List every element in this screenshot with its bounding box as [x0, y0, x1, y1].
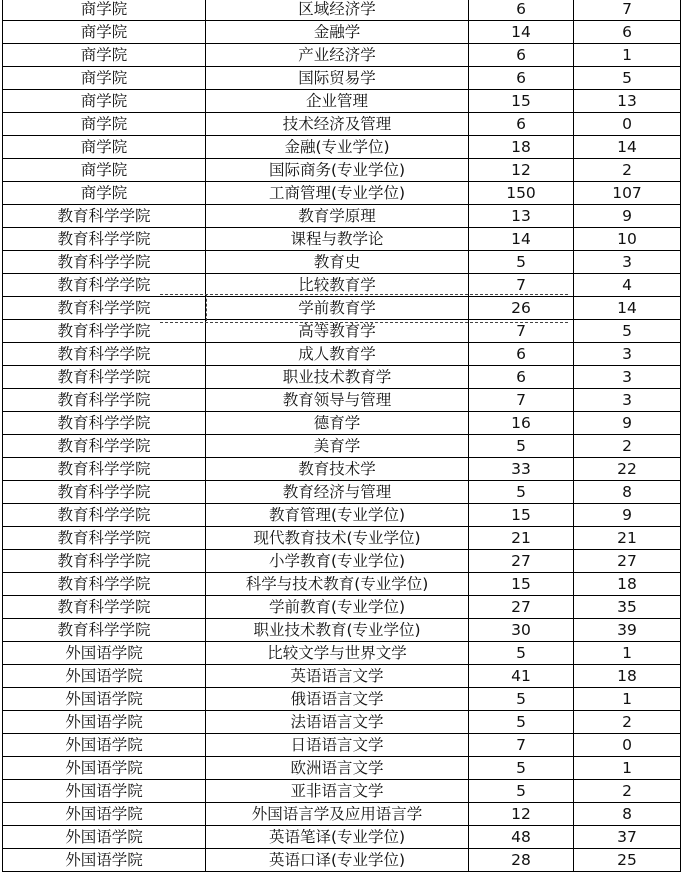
plan-count-cell: 5 — [469, 642, 574, 665]
college-cell: 商学院 — [3, 44, 206, 67]
actual-count-cell: 9 — [574, 504, 681, 527]
major-cell: 学前教育学 — [206, 297, 469, 320]
college-cell: 商学院 — [3, 182, 206, 205]
actual-count-cell: 3 — [574, 343, 681, 366]
actual-count-cell: 7 — [574, 0, 681, 21]
college-cell: 外国语学院 — [3, 780, 206, 803]
plan-count-cell: 28 — [469, 849, 574, 872]
plan-count-cell: 6 — [469, 366, 574, 389]
plan-count-cell: 6 — [469, 0, 574, 21]
table-row — [3, 573, 681, 596]
college-cell: 教育科学学院 — [3, 596, 206, 619]
table-row — [3, 596, 681, 619]
actual-count-cell: 3 — [574, 251, 681, 274]
actual-count-cell: 25 — [574, 849, 681, 872]
college-cell: 教育科学学院 — [3, 228, 206, 251]
college-cell: 外国语学院 — [3, 711, 206, 734]
college-cell: 教育科学学院 — [3, 251, 206, 274]
actual-count-cell: 8 — [574, 803, 681, 826]
major-cell: 欧洲语言文学 — [206, 757, 469, 780]
table-row — [3, 412, 681, 435]
actual-count-cell: 18 — [574, 665, 681, 688]
college-cell: 教育科学学院 — [3, 412, 206, 435]
major-cell: 教育技术学 — [206, 458, 469, 481]
actual-count-cell: 6 — [574, 21, 681, 44]
table-row — [3, 159, 681, 182]
major-cell: 高等教育学 — [206, 320, 469, 343]
major-cell: 国际贸易学 — [206, 67, 469, 90]
plan-count-cell: 6 — [469, 44, 574, 67]
college-cell: 商学院 — [3, 90, 206, 113]
table-row — [3, 458, 681, 481]
table-row — [3, 435, 681, 458]
major-cell: 金融(专业学位) — [206, 136, 469, 159]
college-cell: 商学院 — [3, 136, 206, 159]
college-cell: 外国语学院 — [3, 665, 206, 688]
plan-count-cell: 13 — [469, 205, 574, 228]
actual-count-cell: 39 — [574, 619, 681, 642]
actual-count-cell: 22 — [574, 458, 681, 481]
plan-count-cell: 5 — [469, 711, 574, 734]
college-cell: 外国语学院 — [3, 642, 206, 665]
actual-count-cell: 5 — [574, 320, 681, 343]
major-cell: 成人教育学 — [206, 343, 469, 366]
major-cell: 比较文学与世界文学 — [206, 642, 469, 665]
plan-count-cell: 5 — [469, 688, 574, 711]
actual-count-cell: 14 — [574, 297, 681, 320]
plan-count-cell: 15 — [469, 573, 574, 596]
major-cell: 德育学 — [206, 412, 469, 435]
major-cell: 日语语言文学 — [206, 734, 469, 757]
college-cell: 商学院 — [3, 159, 206, 182]
actual-count-cell: 5 — [574, 67, 681, 90]
plan-count-cell: 12 — [469, 803, 574, 826]
actual-count-cell: 9 — [574, 205, 681, 228]
table-row — [3, 113, 681, 136]
table-row — [3, 205, 681, 228]
actual-count-cell: 2 — [574, 159, 681, 182]
college-cell: 教育科学学院 — [3, 573, 206, 596]
plan-count-cell: 14 — [469, 228, 574, 251]
college-cell: 教育科学学院 — [3, 550, 206, 573]
plan-count-cell: 150 — [469, 182, 574, 205]
college-cell: 外国语学院 — [3, 826, 206, 849]
college-cell: 教育科学学院 — [3, 343, 206, 366]
major-cell: 金融学 — [206, 21, 469, 44]
table-row — [3, 389, 681, 412]
major-cell: 区域经济学 — [206, 0, 469, 21]
plan-count-cell: 15 — [469, 90, 574, 113]
actual-count-cell: 1 — [574, 757, 681, 780]
plan-count-cell: 14 — [469, 21, 574, 44]
actual-count-cell: 1 — [574, 688, 681, 711]
college-cell: 教育科学学院 — [3, 320, 206, 343]
table-row — [3, 274, 681, 297]
college-cell: 教育科学学院 — [3, 389, 206, 412]
plan-count-cell: 27 — [469, 596, 574, 619]
major-cell: 英语语言文学 — [206, 665, 469, 688]
table-row — [3, 757, 681, 780]
major-cell: 美育学 — [206, 435, 469, 458]
plan-count-cell: 7 — [469, 274, 574, 297]
plan-count-cell: 6 — [469, 113, 574, 136]
actual-count-cell: 14 — [574, 136, 681, 159]
major-cell: 产业经济学 — [206, 44, 469, 67]
plan-count-cell: 33 — [469, 458, 574, 481]
college-cell: 教育科学学院 — [3, 458, 206, 481]
major-cell: 教育领导与管理 — [206, 389, 469, 412]
college-cell: 商学院 — [3, 21, 206, 44]
table-row — [3, 481, 681, 504]
college-cell: 外国语学院 — [3, 757, 206, 780]
college-cell: 教育科学学院 — [3, 619, 206, 642]
major-cell: 职业技术教育(专业学位) — [206, 619, 469, 642]
college-cell: 教育科学学院 — [3, 481, 206, 504]
table-row — [3, 136, 681, 159]
plan-count-cell: 5 — [469, 481, 574, 504]
table-row — [3, 21, 681, 44]
actual-count-cell: 1 — [574, 642, 681, 665]
college-cell: 教育科学学院 — [3, 297, 206, 320]
plan-count-cell: 7 — [469, 389, 574, 412]
actual-count-cell: 3 — [574, 389, 681, 412]
plan-count-cell: 41 — [469, 665, 574, 688]
table-row — [3, 297, 681, 320]
table-row — [3, 527, 681, 550]
actual-count-cell: 2 — [574, 435, 681, 458]
enrollment-table — [2, 0, 681, 872]
table-row — [3, 619, 681, 642]
actual-count-cell: 13 — [574, 90, 681, 113]
major-cell: 技术经济及管理 — [206, 113, 469, 136]
actual-count-cell: 27 — [574, 550, 681, 573]
table-row — [3, 343, 681, 366]
actual-count-cell: 2 — [574, 711, 681, 734]
table-row — [3, 665, 681, 688]
major-cell: 学前教育(专业学位) — [206, 596, 469, 619]
table-row — [3, 803, 681, 826]
college-cell: 教育科学学院 — [3, 366, 206, 389]
college-cell: 商学院 — [3, 113, 206, 136]
plan-count-cell: 18 — [469, 136, 574, 159]
major-cell: 职业技术教育学 — [206, 366, 469, 389]
plan-count-cell: 5 — [469, 435, 574, 458]
actual-count-cell: 35 — [574, 596, 681, 619]
table-row — [3, 320, 681, 343]
plan-count-cell: 15 — [469, 504, 574, 527]
actual-count-cell: 21 — [574, 527, 681, 550]
college-cell: 教育科学学院 — [3, 274, 206, 297]
actual-count-cell: 9 — [574, 412, 681, 435]
major-cell: 科学与技术教育(专业学位) — [206, 573, 469, 596]
plan-count-cell: 7 — [469, 320, 574, 343]
plan-count-cell: 26 — [469, 297, 574, 320]
table-row — [3, 251, 681, 274]
major-cell: 现代教育技术(专业学位) — [206, 527, 469, 550]
major-cell: 俄语语言文学 — [206, 688, 469, 711]
actual-count-cell: 18 — [574, 573, 681, 596]
plan-count-cell: 16 — [469, 412, 574, 435]
major-cell: 比较教育学 — [206, 274, 469, 297]
table-row — [3, 228, 681, 251]
college-cell: 教育科学学院 — [3, 504, 206, 527]
major-cell: 教育管理(专业学位) — [206, 504, 469, 527]
actual-count-cell: 3 — [574, 366, 681, 389]
plan-count-cell: 12 — [469, 159, 574, 182]
table-row — [3, 182, 681, 205]
table-row — [3, 67, 681, 90]
major-cell: 教育经济与管理 — [206, 481, 469, 504]
college-cell: 教育科学学院 — [3, 435, 206, 458]
college-cell: 外国语学院 — [3, 803, 206, 826]
actual-count-cell: 0 — [574, 734, 681, 757]
plan-count-cell: 6 — [469, 343, 574, 366]
actual-count-cell: 37 — [574, 826, 681, 849]
college-cell: 商学院 — [3, 67, 206, 90]
major-cell: 小学教育(专业学位) — [206, 550, 469, 573]
actual-count-cell: 0 — [574, 113, 681, 136]
major-cell: 法语语言文学 — [206, 711, 469, 734]
major-cell: 教育学原理 — [206, 205, 469, 228]
plan-count-cell: 30 — [469, 619, 574, 642]
plan-count-cell: 7 — [469, 734, 574, 757]
plan-count-cell: 27 — [469, 550, 574, 573]
table-row — [3, 550, 681, 573]
table-row — [3, 44, 681, 67]
college-cell: 教育科学学院 — [3, 205, 206, 228]
table-row — [3, 642, 681, 665]
college-cell: 外国语学院 — [3, 849, 206, 872]
table-row — [3, 711, 681, 734]
actual-count-cell: 107 — [574, 182, 681, 205]
major-cell: 工商管理(专业学位) — [206, 182, 469, 205]
major-cell: 英语口译(专业学位) — [206, 849, 469, 872]
major-cell: 课程与教学论 — [206, 228, 469, 251]
table-row — [3, 826, 681, 849]
major-cell: 英语笔译(专业学位) — [206, 826, 469, 849]
plan-count-cell: 48 — [469, 826, 574, 849]
actual-count-cell: 4 — [574, 274, 681, 297]
table-row — [3, 780, 681, 803]
actual-count-cell: 1 — [574, 44, 681, 67]
college-cell: 外国语学院 — [3, 688, 206, 711]
college-cell: 外国语学院 — [3, 734, 206, 757]
table-row — [3, 734, 681, 757]
actual-count-cell: 8 — [574, 481, 681, 504]
table-body — [3, 0, 681, 872]
plan-count-cell: 5 — [469, 780, 574, 803]
major-cell: 企业管理 — [206, 90, 469, 113]
table-row — [3, 849, 681, 872]
college-cell: 教育科学学院 — [3, 527, 206, 550]
college-cell: 商学院 — [3, 0, 206, 21]
table-row — [3, 0, 681, 21]
table-row — [3, 90, 681, 113]
actual-count-cell: 2 — [574, 780, 681, 803]
major-cell: 国际商务(专业学位) — [206, 159, 469, 182]
major-cell: 教育史 — [206, 251, 469, 274]
table-row — [3, 504, 681, 527]
table-row — [3, 366, 681, 389]
major-cell: 外国语言学及应用语言学 — [206, 803, 469, 826]
major-cell: 亚非语言文学 — [206, 780, 469, 803]
plan-count-cell: 6 — [469, 67, 574, 90]
plan-count-cell: 5 — [469, 251, 574, 274]
plan-count-cell: 5 — [469, 757, 574, 780]
actual-count-cell: 10 — [574, 228, 681, 251]
table-row — [3, 688, 681, 711]
plan-count-cell: 21 — [469, 527, 574, 550]
